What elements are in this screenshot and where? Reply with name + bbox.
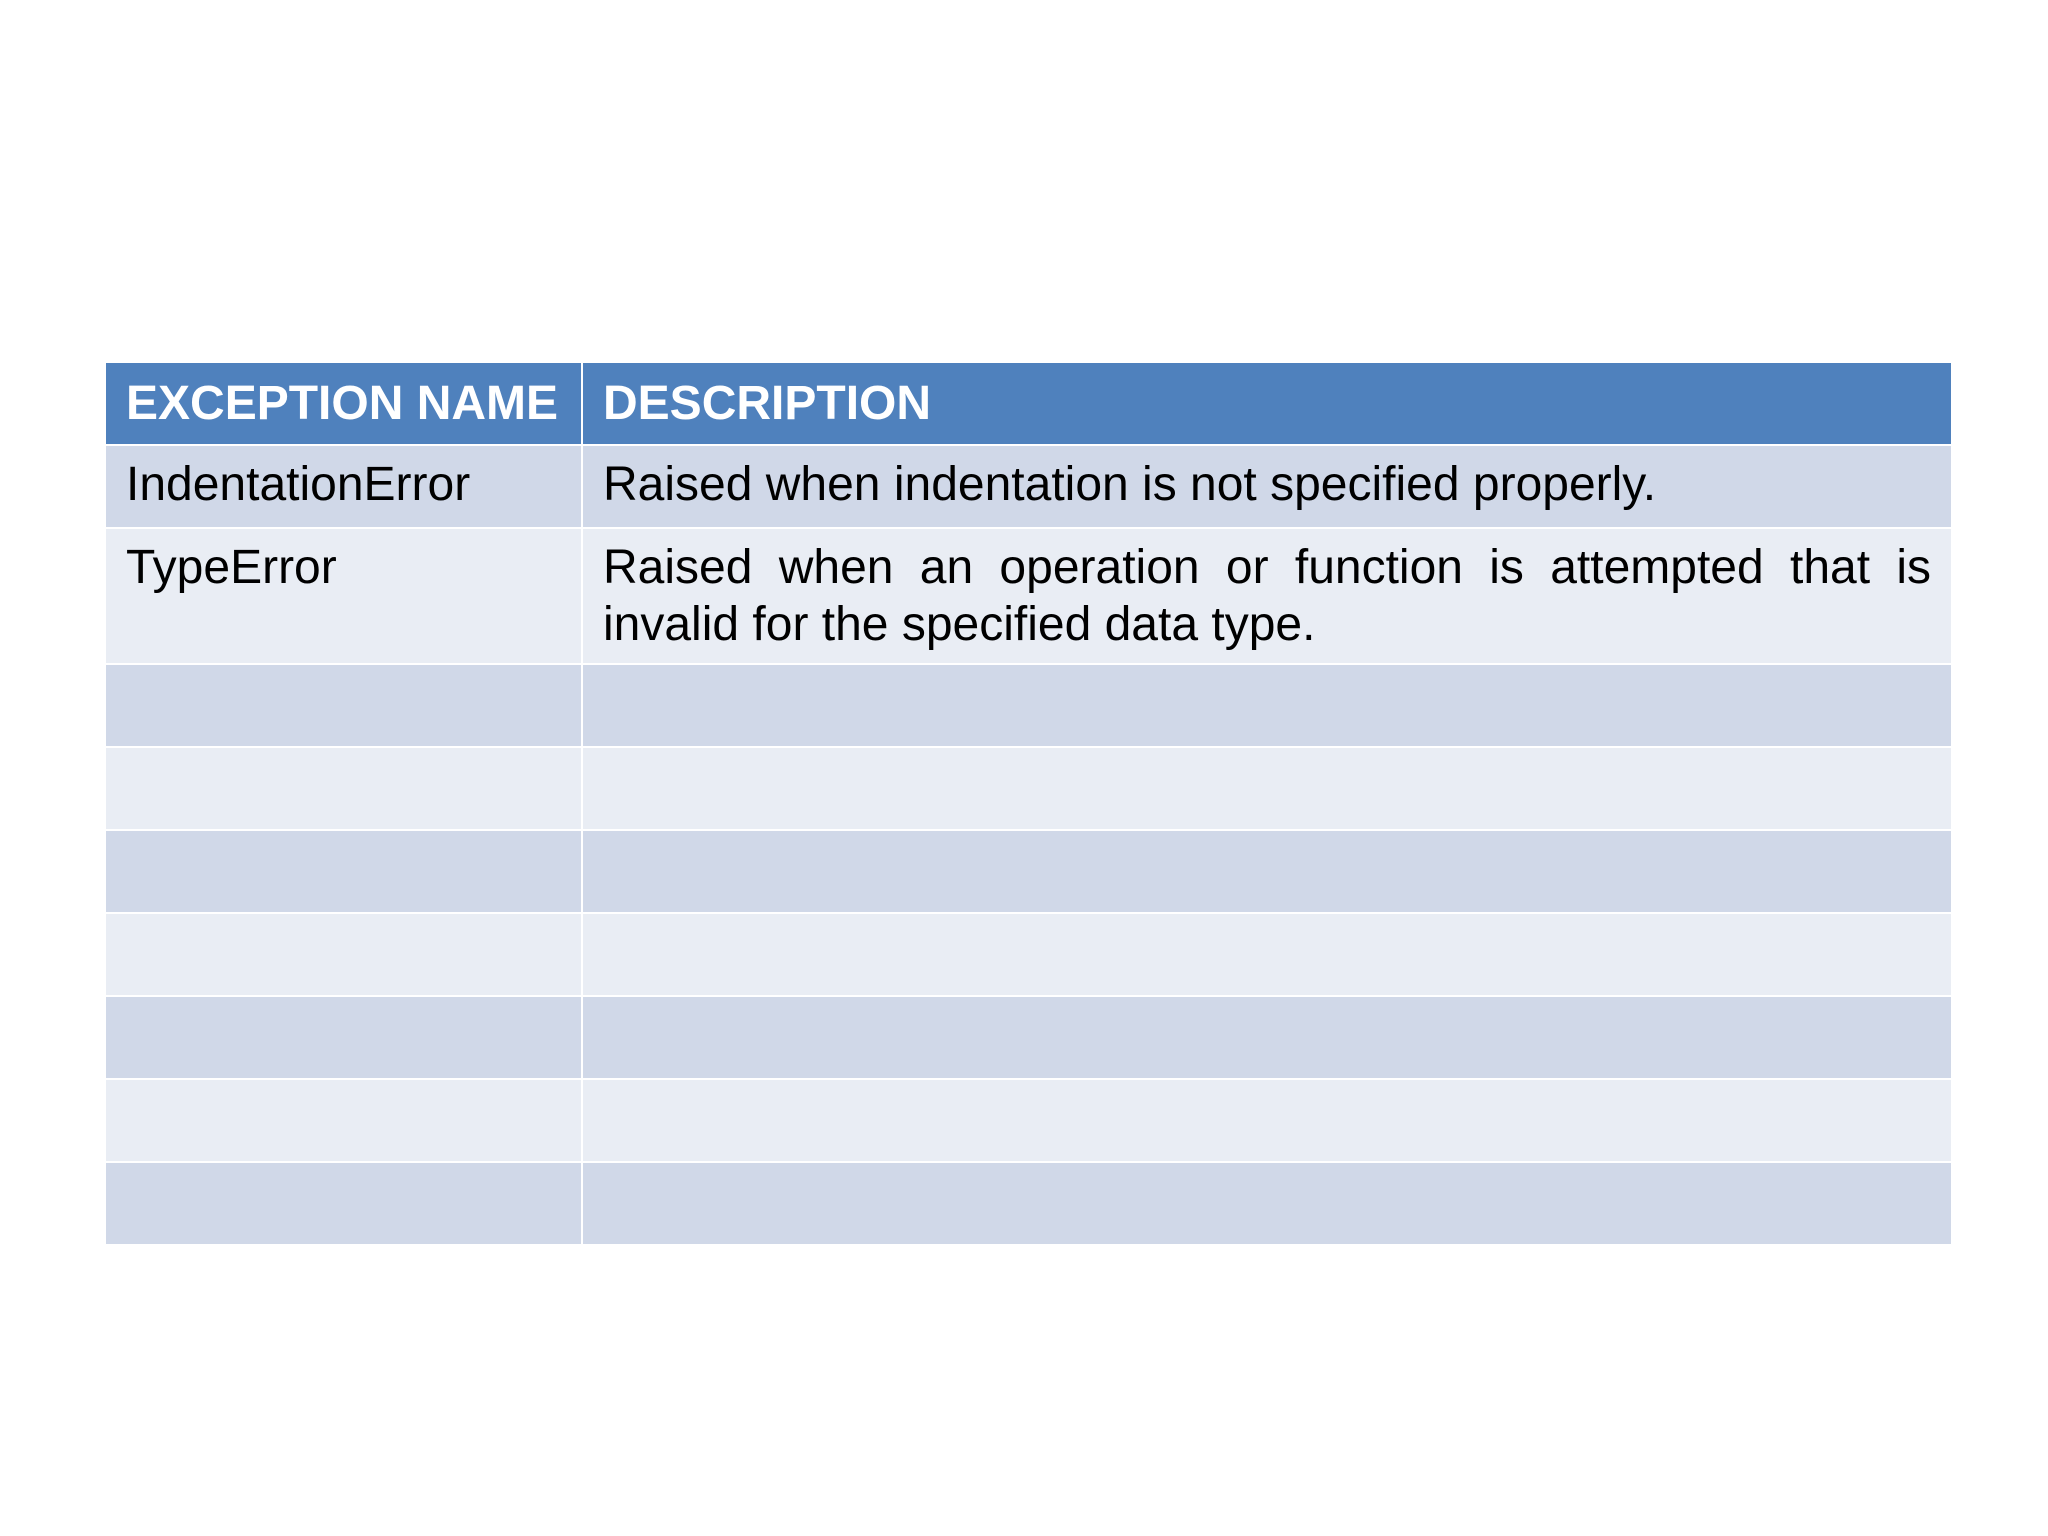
- table-header-row: [105, 362, 1952, 445]
- description-cell: [582, 747, 1952, 830]
- exception-name-cell: [105, 747, 582, 830]
- table-row: [105, 1079, 1952, 1162]
- header-description: DESCRIPTION: [582, 362, 1952, 445]
- table-row: [105, 747, 1952, 830]
- description-cell: [582, 996, 1952, 1079]
- description-cell: [582, 664, 1952, 747]
- table-row: [105, 913, 1952, 996]
- exception-name-cell: [105, 1079, 582, 1162]
- exception-name-cell: [105, 1162, 582, 1245]
- exception-name-cell: [105, 830, 582, 913]
- header-exception-name: EXCEPTION NAME: [105, 362, 582, 445]
- description-cell: Raised when indentation is not specified properly.: [582, 445, 1952, 528]
- description-cell: Raised when an operation or function is attempted that is invalid for the specified data type.: [582, 528, 1952, 664]
- description-cell: [582, 1079, 1952, 1162]
- exception-name-cell: [105, 664, 582, 747]
- table-row: [105, 1162, 1952, 1245]
- exception-name-cell: [105, 913, 582, 996]
- table-row: [105, 664, 1952, 747]
- table-row: [105, 445, 1952, 528]
- description-cell: [582, 913, 1952, 996]
- exceptions-table: [104, 361, 1953, 1246]
- table-row: [105, 830, 1952, 913]
- exception-name-cell: IndentationError: [105, 445, 582, 528]
- exception-name-cell: TypeError: [105, 528, 582, 664]
- exception-name-cell: [105, 996, 582, 1079]
- table-row: [105, 996, 1952, 1079]
- description-cell: [582, 1162, 1952, 1245]
- table-row: [105, 528, 1952, 664]
- description-cell: [582, 830, 1952, 913]
